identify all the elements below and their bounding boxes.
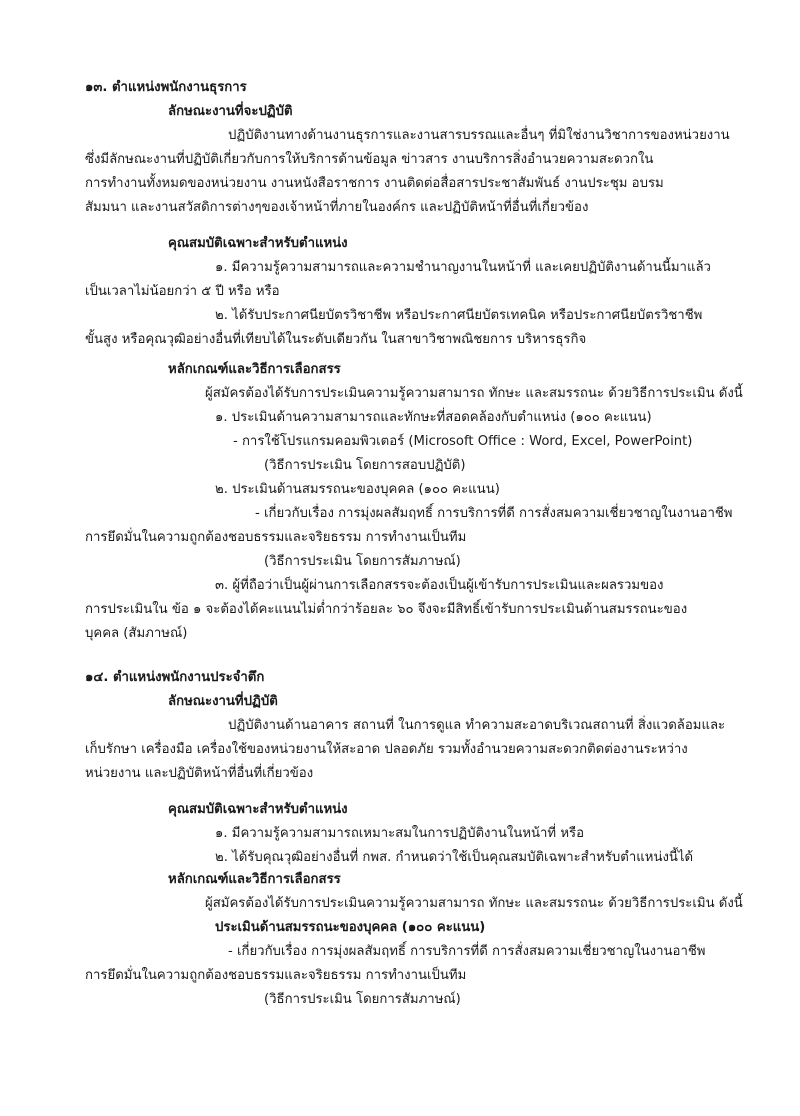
section-13-title: ๑๓. ตำแหน่งพนักงานธุรการ xyxy=(85,80,247,95)
section-13-criteria-line: ผู้สมัครต้องได้รับการประเมินความรู้ความสามารถ ทักษะ และสมรรถนะ ด้วยวิธีการประเมิน ดังนี้ xyxy=(205,386,743,401)
section-13-criteria-line: ๓. ผู้ที่ถือว่าเป็นผู้ผ่านการเลือกสรรจะต้องเป็นผู้เข้ารับการประเมินและผลรวมของ xyxy=(215,578,664,593)
section-13-qual-line: ๒. ได้รับประกาศนียบัตรวิชาชีพ หรือประกาศนียบัตรเทคนิค หรือประกาศนียบัตรวิชาชีพ xyxy=(215,308,703,323)
section-14-criteria-line: ผู้สมัครต้องได้รับการประเมินความรู้ความสามารถ ทักษะ และสมรรถนะ ด้วยวิธีการประเมิน ดังนี้ xyxy=(205,896,743,911)
section-13-criteria-line: - การใช้โปรแกรมคอมพิวเตอร์ (Microsoft Office : Word, Excel, PowerPoint) xyxy=(233,434,693,449)
section-14-qual-line: ๒. ได้รับคุณวุฒิอย่างอื่นที่ กพส. กำหนดว่าใช้เป็นคุณสมบัติเฉพาะสำหรับตำแหน่งนี้ได้ xyxy=(215,850,694,865)
section-13-duties-line: สัมมนา และงานสวัสดิการต่างๆของเจ้าหน้าที่ภายในองค์กร และปฏิบัติหน้าที่อื่นที่เกี่ยวข้อง xyxy=(85,200,589,215)
section-13-criteria-line: ๑. ประเมินด้านความสามารถและทักษะที่สอดคล้องกับตำแหน่ง (๑๐๐ คะแนน) xyxy=(215,410,652,425)
section-14-qual-line: ๑. มีความรู้ความสามารถเหมาะสมในการปฏิบัติงานในหน้าที่ หรือ xyxy=(215,826,585,841)
section-13-criteria-line: บุคคล (สัมภาษณ์) xyxy=(85,626,188,641)
section-14-duties-heading: ลักษณะงานที่ปฏิบัติ xyxy=(168,694,278,709)
section-13-duties-line: ซึ่งมีลักษณะงานที่ปฏิบัติเกี่ยวกับการให้บริการด้านข้อมูล ข่าวสาร งานบริการสิ่งอำนวยความสะดวกใน xyxy=(85,152,654,167)
section-14-criteria-line: (วิธีการประเมิน โดยการสัมภาษณ์) xyxy=(264,992,461,1007)
section-13-duties-heading: ลักษณะงานที่จะปฏิบัติ xyxy=(168,104,293,119)
section-14-criteria-line: - เกี่ยวกับเรื่อง การมุ่งผลสัมฤทธิ์ การบริการที่ดี การสั่งสมความเชี่ยวชาญในงานอาชีพ xyxy=(228,944,706,959)
section-14-duties-line: ปฏิบัติงานด้านอาคาร สถานที่ ในการดูแล ทำความสะอาดบริเวณสถานที่ สิ่งแวดล้อมและ xyxy=(228,718,726,733)
section-13-criteria-line: ๒. ประเมินด้านสมรรถนะของบุคคล (๑๐๐ คะแนน) xyxy=(215,482,500,497)
section-13-criteria-heading: หลักเกณฑ์และวิธีการเลือกสรร xyxy=(168,362,341,377)
section-14-title: ๑๔. ตำแหน่งพนักงานประจำตึก xyxy=(85,670,265,685)
section-14-qual-heading: คุณสมบัติเฉพาะสำหรับตำแหน่ง xyxy=(168,802,348,817)
section-14-duties-line: หน่วยงาน และปฏิบัติหน้าที่อื่นที่เกี่ยวข้อง xyxy=(85,766,314,781)
section-13-qual-line: ขั้นสูง หรือคุณวุฒิอย่างอื่นที่เทียบได้ในระดับเดียวกัน ในสาขาวิชาพณิชยการ บริหารธุรกิจ xyxy=(85,332,587,347)
section-14-criteria-line: การยึดมั่นในความถูกต้องชอบธรรมและจริยธรรม การทำงานเป็นทีม xyxy=(85,968,467,983)
section-13-criteria-line: (วิธีการประเมิน โดยการสอบปฏิบัติ) xyxy=(264,458,466,473)
section-13-qual-line: เป็นเวลาไม่น้อยกว่า ๕ ปี หรือ หรือ xyxy=(85,284,280,299)
section-13-criteria-line: (วิธีการประเมิน โดยการสัมภาษณ์) xyxy=(264,554,461,569)
section-13-criteria-line: การประเมินใน ข้อ ๑ จะต้องได้คะแนนไม่ต่ำกว่าร้อยละ ๖๐ จึงจะมีสิทธิ์เข้ารับการประเมินด้านสมรรถนะของ xyxy=(85,602,688,617)
section-13-criteria-line: การยึดมั่นในความถูกต้องชอบธรรมและจริยธรรม การทำงานเป็นทีม xyxy=(85,530,467,545)
section-14-criteria-heading: หลักเกณฑ์และวิธีการเลือกสรร xyxy=(168,872,341,887)
section-13-duties-line: ปฏิบัติงานทางด้านงานธุรการและงานสารบรรณและอื่นๆ ที่มิใช่งานวิชาการของหน่วยงาน xyxy=(228,128,730,143)
section-14-duties-line: เก็บรักษา เครื่องมือ เครื่องใช้ของหน่วยงานให้สะอาด ปลอดภัย รวมทั้งอำนวยความสะดวกติดต่องานระหว่าง xyxy=(85,742,688,757)
section-13-qual-heading: คุณสมบัติเฉพาะสำหรับตำแหน่ง xyxy=(168,236,348,251)
section-13-qual-line: ๑. มีความรู้ความสามารถและความชำนาญงานในหน้าที่ และเคยปฏิบัติงานด้านนี้มาแล้ว xyxy=(215,260,711,275)
section-13-duties-line: การทำงานทั้งหมดของหน่วยงาน งานหนังสือราชการ งานติดต่อสื่อสารประชาสัมพันธ์ งานประชุม อบรม xyxy=(85,176,664,191)
section-13-criteria-line: - เกี่ยวกับเรื่อง การมุ่งผลสัมฤทธิ์ การบริการที่ดี การสั่งสมความเชี่ยวชาญในงานอาชีพ xyxy=(255,506,733,521)
section-14-criteria-line: ประเมินด้านสมรรถนะของบุคคล (๑๐๐ คะแนน) xyxy=(215,920,486,935)
